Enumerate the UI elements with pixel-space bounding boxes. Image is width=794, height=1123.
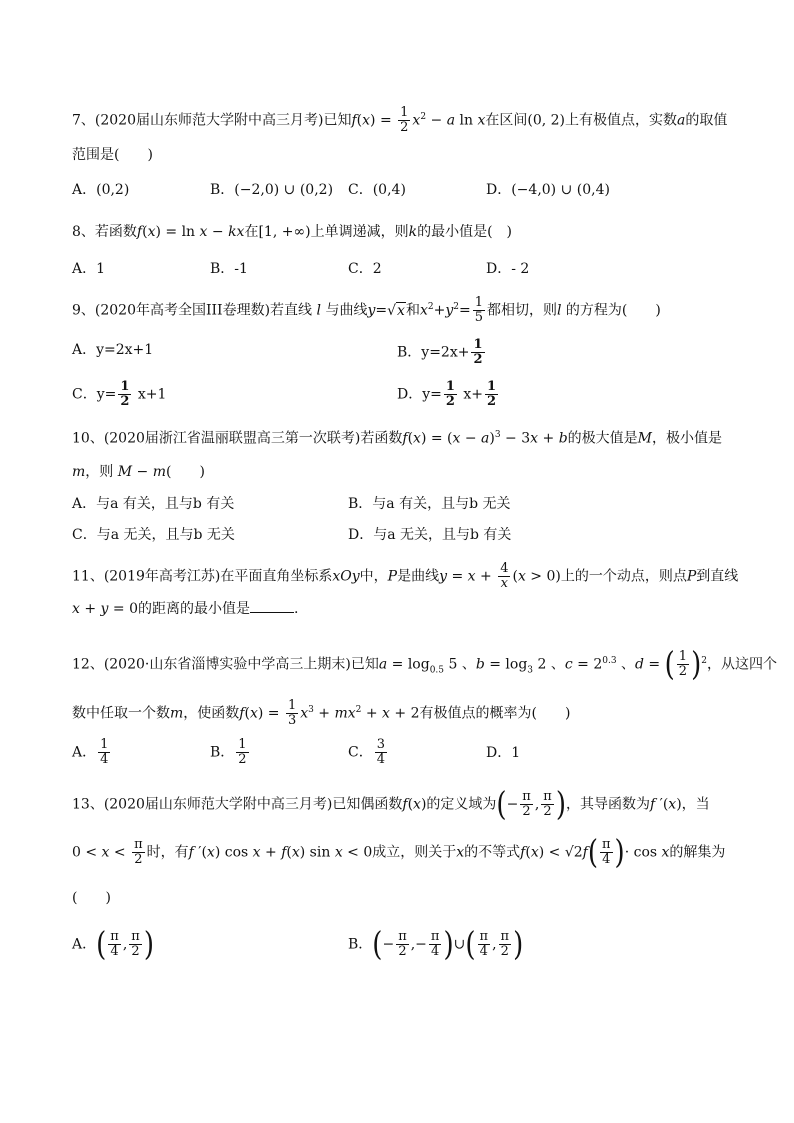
- q9-option-d: D．y= $\frac{1}{2}$ x+ $\frac{1}{2}$: [397, 379, 497, 409]
- q7-head: 7、(2020届山东师范大学附中高三月考)已知: [72, 112, 352, 129]
- q10-option-d: D．与a 无关，且与b 有关: [348, 527, 512, 543]
- q7-option-d: D．(−4,0) ∪ (0,4): [486, 182, 610, 198]
- q10-line1: 10、(2020届浙江省温丽联盟高三第一次联考)若函数$f(x) = (x - a)^3 - 3x + b$的极大值是M，极小值是: [72, 430, 723, 447]
- q12-line2: 数中任取一个数m，使函数f(x) = $\frac{1}{3}$ $x^3 + mx^2 + x + 2$有极值点的概率为( ): [72, 698, 571, 728]
- q12-option-c: C． $\frac{3}{4}$: [348, 737, 385, 767]
- q7-option-c: C．(0,4): [348, 182, 406, 198]
- q8-option-d: D．- 2: [486, 261, 530, 277]
- q8-option-b: B．-1: [210, 261, 248, 277]
- q12-option-a: A． $\frac{1}{4}$: [72, 737, 109, 767]
- q9-line1: 9、(2020年高考全国III卷理数)若直线 l 与曲线y=√x和$x^2+y^2=$ $\frac{1}{5}$ 都相切，则l 的方程为( ): [72, 295, 661, 325]
- q13-option-a: A．( $\frac{\pi}{4}$ , $\frac{\pi}{2}$ ): [72, 925, 154, 964]
- q10-line2: m，则 M − m( ): [72, 464, 205, 480]
- q7-option-b: B．(−2,0) ∪ (0,2): [210, 182, 334, 198]
- q12-line1: 12、(2020·山东省淄博实验中学高三上期末)已知$a = \log_{0.5} 5$ 、$b = \log_3 2$ 、$c = 2^{0.3}$ 、d = ( $\frac{1}{2}$ )$^2$，从这四个: [72, 645, 777, 684]
- q8-option-c: C．2: [348, 261, 382, 277]
- q11-answer-blank[interactable]: [250, 598, 294, 613]
- q7-option-a: A．(0,2): [72, 182, 130, 198]
- q13-line1: 13、(2020届山东师范大学附中高三月考)已知偶函数f(x)的定义域为(− $\frac{\pi}{2}$ , $\frac{\pi}{2}$ )，其导函数为f ′(x)，当: [72, 785, 710, 824]
- q7-line1: 7、(2020届山东师范大学附中高三月考)已知f(x) = $\frac{1}{2}$ $x^2 - a$ ln x在区间(0, 2)上有极值点，实数a的取值: [72, 105, 728, 135]
- q11-line1: 11、(2019年高考江苏)在平面直角坐标系xOy中，P是曲线y = x + $\frac{4}{x}$ (x > 0)上的一个动点，则点P到直线: [72, 561, 739, 591]
- q13-option-b: B．(− $\frac{\pi}{2}$ ,− $\frac{\pi}{4}$ )∪( $\frac{\pi}{4}$ , $\frac{\pi}{2}$ ): [348, 925, 524, 964]
- q13-line3: ( ): [72, 890, 111, 906]
- q9-option-b: B．y=2x+ $\frac{1}{2}$: [397, 337, 483, 367]
- q7-fraction: $\frac{1}{2}$: [400, 105, 409, 135]
- q10-option-c: C．与a 无关，且与b 无关: [72, 527, 235, 543]
- q7-line2: 范围是( ): [72, 147, 153, 163]
- q12-option-b: B． $\frac{1}{2}$: [210, 737, 247, 767]
- q12-option-d: D．1: [486, 745, 521, 761]
- q13-line2: 0 < x < $\frac{\pi}{2}$ 时，有f ′(x) cos x + f(x) sin x < 0成立，则关于x的不等式f(x) < √2f( $\frac{\pi}{4}$ )· cos x的解集为: [72, 833, 726, 872]
- q11-line2: x + y = 0的距离的最小值是 .: [72, 598, 298, 619]
- q9-option-c: C．y= $\frac{1}{2}$ x+1: [72, 379, 167, 409]
- q8-line1: 8、若函数f(x) = ln x − kx在[1, +∞)上单调递减，则k的最小值是( ): [72, 224, 513, 240]
- q8-option-a: A．1: [72, 261, 106, 277]
- q10-option-b: B．与a 有关，且与b 无关: [348, 496, 511, 512]
- q10-option-a: A．与a 有关，且与b 有关: [72, 496, 235, 512]
- q9-option-a: A．y=2x+1: [72, 342, 154, 358]
